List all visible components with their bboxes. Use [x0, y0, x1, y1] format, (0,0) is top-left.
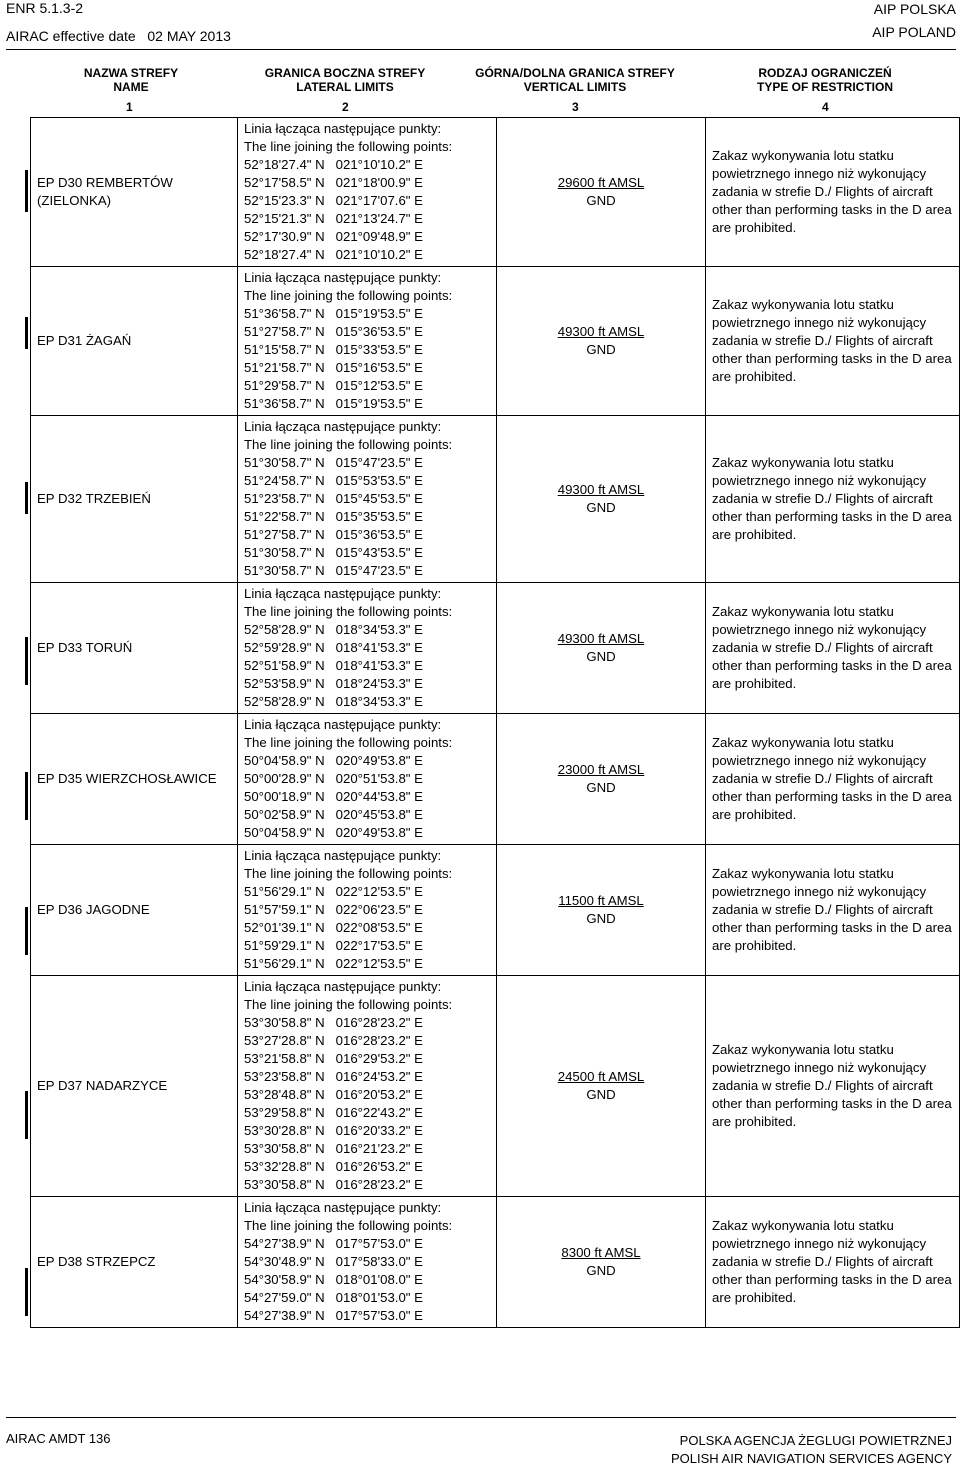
zone-row [31, 976, 960, 1197]
coordinate-point: 52°18'27.4" N 021°10'10.2" E [244, 157, 423, 172]
coordinate-point: 53°28'48.8" N 016°20'53.2" E [244, 1087, 423, 1102]
effective-date-label: AIRAC effective date [6, 28, 136, 44]
upper-limit: 49300 ft AMSL [557, 324, 645, 339]
lateral-intro-en: The line joining the following points: [244, 997, 453, 1012]
zone-row [31, 583, 960, 714]
change-bar [25, 170, 28, 212]
restriction-type: Zakaz wykonywania lotu statku powietrznego innego niż wykonujący zadania w strefie D./ Flights of aircraft other than performing tasks in the D area are prohibited. [706, 416, 960, 583]
lateral-limits [238, 845, 497, 976]
coordinate-point: 54°27'38.9" N 017°57'53.0" E [244, 1308, 423, 1323]
agency-name-en: POLISH AIR NAVIGATION SERVICES AGENCY [670, 1451, 952, 1466]
lateral-limits [238, 714, 497, 845]
restriction-type: Zakaz wykonywania lotu statku powietrznego innego niż wykonujący zadania w strefie D./ Flights of aircraft other than performing tasks in the D area are prohibited. [706, 267, 960, 416]
coordinate-point: 53°32'28.8" N 016°26'53.2" E [244, 1159, 423, 1174]
coordinate-point: 54°27'38.9" N 017°57'53.0" E [244, 1236, 423, 1251]
coordinate-point: 53°30'58.8" N 016°28'23.2" E [244, 1177, 423, 1192]
coordinate-point: 53°21'58.8" N 016°29'53.2" E [244, 1051, 423, 1066]
zone-name: EP D31 ŻAGAŃ [31, 267, 238, 416]
vertical-limits [497, 845, 706, 976]
coordinate-point: 51°21'58.7" N 015°16'53.5" E [244, 360, 423, 375]
zone-row [31, 118, 960, 267]
lateral-limits [238, 583, 497, 714]
vertical-limits [497, 976, 706, 1197]
lateral-intro-en: The line joining the following points: [244, 866, 453, 881]
coordinate-point: 51°36'58.7" N 015°19'53.5" E [244, 396, 423, 411]
vertical-limits [497, 714, 706, 845]
upper-limit: 49300 ft AMSL [557, 482, 645, 497]
change-bar [25, 637, 28, 685]
restriction-type: Zakaz wykonywania lotu statku powietrznego innego niż wykonujący zadania w strefie D./ Flights of aircraft other than performing tasks in the D area are prohibited. [706, 118, 960, 267]
coordinate-point: 51°56'29.1" N 022°12'53.5" E [244, 956, 423, 971]
coordinate-point: 52°59'28.9" N 018°41'53.3" E [244, 640, 423, 655]
coordinate-point: 52°53'58.9" N 018°24'53.3" E [244, 676, 423, 691]
coordinate-point: 54°27'59.0" N 018°01'53.0" E [244, 1290, 423, 1305]
column-header-name: NAZWA STREFY NAME [83, 66, 179, 94]
coordinate-point: 53°23'58.8" N 016°24'53.2" E [244, 1069, 423, 1084]
zone-row [31, 267, 960, 416]
coordinate-point: 51°56'29.1" N 022°12'53.5" E [244, 884, 423, 899]
lateral-intro-pl: Linia łącząca następujące punkty: [244, 848, 442, 863]
lower-limit: GND [586, 649, 616, 664]
column-header-vertical: GÓRNA/DOLNA GRANICA STREFY VERTICAL LIMITS [475, 66, 675, 94]
coordinate-point: 51°22'58.7" N 015°35'53.5" E [244, 509, 423, 524]
coordinate-point: 51°23'58.7" N 015°45'53.5" E [244, 491, 423, 506]
change-bar [25, 772, 28, 820]
vertical-limits [497, 118, 706, 267]
lateral-limits [238, 976, 497, 1197]
column-number-4: 4 [822, 100, 829, 114]
column-header-restriction: RODZAJ OGRANICZEŃ TYPE OF RESTRICTION [756, 66, 893, 94]
column-header-lateral: GRANICA BOCZNA STREFY LATERAL LIMITS [264, 66, 426, 94]
coordinate-point: 52°18'27.4" N 021°10'10.2" E [244, 247, 423, 262]
upper-limit: 29600 ft AMSL [557, 175, 645, 190]
vertical-limits [497, 1197, 706, 1328]
coordinate-point: 51°30'58.7" N 015°47'23.5" E [244, 563, 423, 578]
lower-limit: GND [586, 1087, 616, 1102]
restriction-type: Zakaz wykonywania lotu statku powietrznego innego niż wykonujący zadania w strefie D./ Flights of aircraft other than performing tasks in the D area are prohibited. [706, 1197, 960, 1328]
upper-limit: 8300 ft AMSL [561, 1245, 641, 1260]
lateral-intro-pl: Linia łącząca następujące punkty: [244, 270, 442, 285]
effective-date-line [6, 28, 231, 44]
column-number-3: 3 [572, 100, 579, 114]
coordinate-point: 52°15'23.3" N 021°17'07.6" E [244, 193, 423, 208]
lateral-intro-pl: Linia łącząca następujące punkty: [244, 419, 442, 434]
coordinate-point: 54°30'48.9" N 017°58'33.0" E [244, 1254, 423, 1269]
vertical-limits [497, 416, 706, 583]
coordinate-point: 51°29'58.7" N 015°12'53.5" E [244, 378, 423, 393]
coordinate-point: 53°30'28.8" N 016°20'33.2" E [244, 1123, 423, 1138]
effective-date-value: 02 MAY 2013 [147, 28, 231, 44]
lateral-intro-pl: Linia łącząca następujące punkty: [244, 586, 442, 601]
section-reference: ENR 5.1.3-2 [6, 0, 84, 16]
coordinate-point: 52°17'58.5" N 021°18'00.9" E [244, 175, 423, 190]
lower-limit: GND [586, 342, 616, 357]
coordinate-point: 54°30'58.9" N 018°01'08.0" E [244, 1272, 423, 1287]
zone-row [31, 714, 960, 845]
change-bar [25, 482, 28, 514]
restriction-type: Zakaz wykonywania lotu statku powietrznego innego niż wykonujący zadania w strefie D./ Flights of aircraft other than performing tasks in the D area are prohibited. [706, 845, 960, 976]
coordinate-point: 52°58'28.9" N 018°34'53.3" E [244, 694, 423, 709]
coordinate-point: 52°15'21.3" N 021°13'24.7" E [244, 211, 423, 226]
vertical-limits [497, 583, 706, 714]
coordinate-point: 51°59'29.1" N 022°17'53.5" E [244, 938, 423, 953]
amendment-number: AIRAC AMDT 136 [6, 1431, 111, 1446]
coordinate-point: 52°01'39.1" N 022°08'53.5" E [244, 920, 423, 935]
lateral-intro-en: The line joining the following points: [244, 139, 453, 154]
lateral-intro-pl: Linia łącząca następujące punkty: [244, 979, 442, 994]
column-number-1: 1 [126, 100, 133, 114]
publication-title-en: AIP POLAND [872, 24, 956, 40]
lateral-intro-en: The line joining the following points: [244, 288, 453, 303]
zone-name: EP D33 TORUŃ [31, 583, 238, 714]
coordinate-point: 50°04'58.9" N 020°49'53.8" E [244, 825, 423, 840]
vertical-limits [497, 267, 706, 416]
lateral-intro-pl: Linia łącząca następujące punkty: [244, 1200, 442, 1215]
coordinate-point: 51°24'58.7" N 015°53'53.5" E [244, 473, 423, 488]
coordinate-point: 51°36'58.7" N 015°19'53.5" E [244, 306, 423, 321]
lateral-limits [238, 118, 497, 267]
upper-limit: 49300 ft AMSL [557, 631, 645, 646]
zone-row [31, 1197, 960, 1328]
coordinate-point: 50°04'58.9" N 020°49'53.8" E [244, 753, 423, 768]
coordinate-point: 50°00'18.9" N 020°44'53.8" E [244, 789, 423, 804]
lateral-intro-pl: Linia łącząca następujące punkty: [244, 121, 442, 136]
column-number-2: 2 [342, 100, 349, 114]
lateral-limits [238, 267, 497, 416]
coordinate-point: 53°30'58.8" N 016°28'23.2" E [244, 1015, 423, 1030]
lower-limit: GND [586, 1263, 616, 1278]
lateral-limits [238, 1197, 497, 1328]
coordinate-point: 53°30'58.8" N 016°21'23.2" E [244, 1141, 423, 1156]
header-divider [6, 49, 956, 50]
change-bar [25, 1091, 28, 1139]
coordinate-point: 51°30'58.7" N 015°43'53.5" E [244, 545, 423, 560]
coordinate-point: 53°29'58.8" N 016°22'43.2" E [244, 1105, 423, 1120]
coordinate-point: 51°27'58.7" N 015°36'53.5" E [244, 324, 423, 339]
coordinate-point: 50°00'28.9" N 020°51'53.8" E [244, 771, 423, 786]
upper-limit: 11500 ft AMSL [558, 893, 644, 908]
upper-limit: 24500 ft AMSL [557, 1069, 645, 1084]
zone-name: EP D35 WIERZCHOSŁAWICE [31, 714, 238, 845]
publication-title-pl: AIP POLSKA [873, 1, 956, 17]
zone-name: EP D37 NADARZYCE [31, 976, 238, 1197]
change-bar [25, 1268, 28, 1316]
zone-name: EP D36 JAGODNE [31, 845, 238, 976]
restricted-zones-table [30, 117, 960, 1328]
restriction-type: Zakaz wykonywania lotu statku powietrznego innego niż wykonujący zadania w strefie D./ Flights of aircraft other than performing tasks in the D area are prohibited. [706, 976, 960, 1197]
coordinate-point: 51°27'58.7" N 015°36'53.5" E [244, 527, 423, 542]
coordinate-point: 51°57'59.1" N 022°06'23.5" E [244, 902, 423, 917]
coordinate-point: 50°02'58.9" N 020°45'53.8" E [244, 807, 423, 822]
agency-name-pl: POLSKA AGENCJA ŻEGLUGI POWIETRZNEJ [679, 1433, 952, 1448]
lateral-intro-en: The line joining the following points: [244, 437, 453, 452]
zone-row [31, 845, 960, 976]
zone-row [31, 416, 960, 583]
coordinate-point: 52°51'58.9" N 018°41'53.3" E [244, 658, 423, 673]
coordinate-point: 52°58'28.9" N 018°34'53.3" E [244, 622, 423, 637]
lateral-intro-en: The line joining the following points: [244, 604, 453, 619]
lateral-intro-pl: Linia łącząca następujące punkty: [244, 717, 442, 732]
lateral-intro-en: The line joining the following points: [244, 1218, 453, 1233]
lower-limit: GND [586, 193, 616, 208]
zone-name: EP D30 REMBERTÓW (ZIELONKA) [31, 118, 238, 267]
footer-divider [6, 1417, 956, 1418]
lateral-intro-en: The line joining the following points: [244, 735, 453, 750]
zone-name: EP D38 STRZEPCZ [31, 1197, 238, 1328]
coordinate-point: 53°27'28.8" N 016°28'23.2" E [244, 1033, 423, 1048]
lower-limit: GND [586, 500, 616, 515]
restriction-type: Zakaz wykonywania lotu statku powietrznego innego niż wykonujący zadania w strefie D./ Flights of aircraft other than performing tasks in the D area are prohibited. [706, 583, 960, 714]
lower-limit: GND [586, 911, 616, 926]
change-bar [25, 317, 28, 349]
coordinate-point: 51°30'58.7" N 015°47'23.5" E [244, 455, 423, 470]
lower-limit: GND [586, 780, 616, 795]
coordinate-point: 52°17'30.9" N 021°09'48.9" E [244, 229, 423, 244]
coordinate-point: 51°15'58.7" N 015°33'53.5" E [244, 342, 423, 357]
upper-limit: 23000 ft AMSL [557, 762, 645, 777]
change-bar [25, 907, 28, 955]
lateral-limits [238, 416, 497, 583]
zone-name: EP D32 TRZEBIEŃ [31, 416, 238, 583]
restriction-type: Zakaz wykonywania lotu statku powietrznego innego niż wykonujący zadania w strefie D./ Flights of aircraft other than performing tasks in the D area are prohibited. [706, 714, 960, 845]
